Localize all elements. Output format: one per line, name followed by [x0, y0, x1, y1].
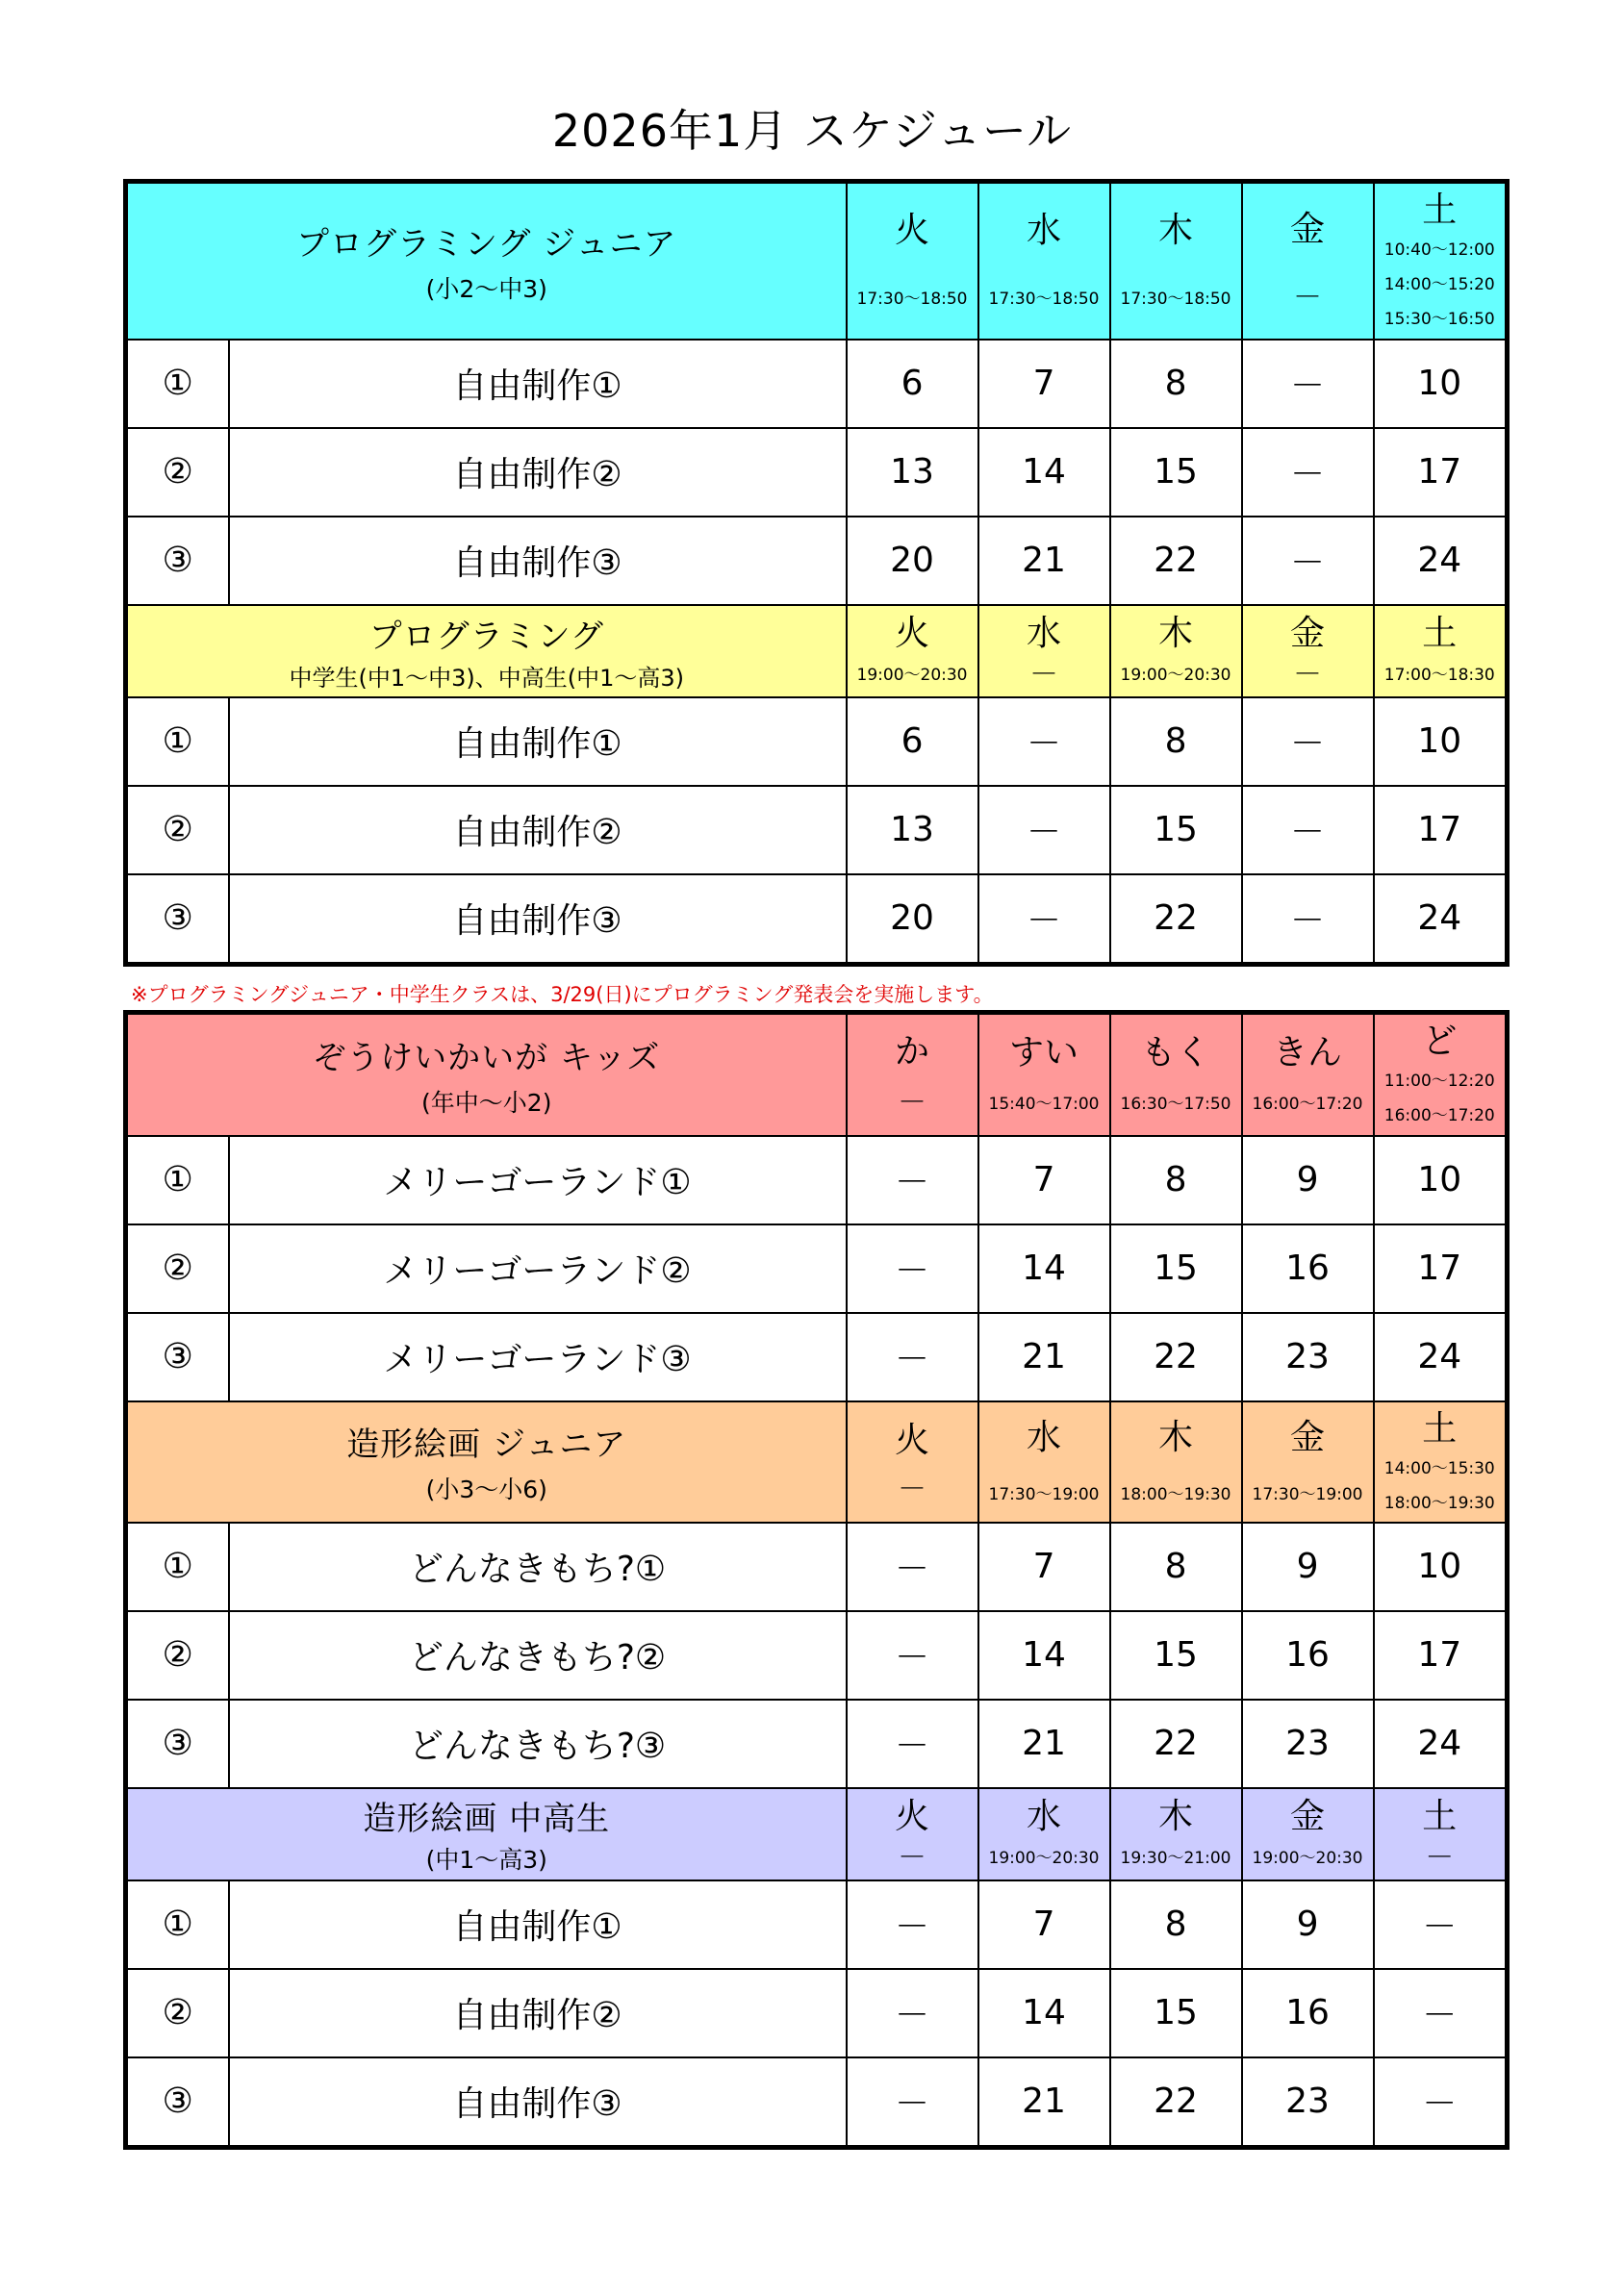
class-grade: (年中～小2): [421, 1088, 552, 1117]
lesson-date: 20: [847, 874, 978, 965]
lesson-date: －: [1374, 1880, 1508, 1969]
class-name: 造形絵画 中高生: [363, 1800, 611, 1838]
day-header: [847, 1788, 978, 1880]
day-label: 土: [1422, 1796, 1458, 1836]
day-header: [1374, 1788, 1508, 1880]
table-row: [126, 1313, 1508, 1401]
lesson-date: －: [847, 1136, 978, 1224]
lesson-date: 16: [1242, 1224, 1374, 1313]
lesson-date: 23: [1242, 1700, 1374, 1788]
lesson-number: ①: [126, 340, 229, 428]
lesson-date: －: [847, 1880, 978, 1969]
lesson-date: 22: [1110, 1313, 1242, 1401]
day-time: 19:00～20:30: [856, 665, 968, 685]
lesson-date: 24: [1374, 1313, 1508, 1401]
class-name: ぞうけいかいが キッズ: [313, 1038, 661, 1077]
lesson-date: －: [847, 1224, 978, 1313]
lesson-date: 14: [978, 428, 1110, 517]
lesson-date: 23: [1242, 2057, 1374, 2148]
lesson-date: 10: [1374, 340, 1508, 428]
lesson-topic: 自由制作②: [229, 786, 847, 874]
lesson-date: 21: [978, 1313, 1110, 1401]
day-header: [1242, 1013, 1374, 1136]
lesson-date: －: [1242, 697, 1374, 786]
lesson-number: ③: [126, 517, 229, 605]
lesson-topic: メリーゴーランド①: [229, 1136, 847, 1224]
day-label: 木: [1158, 1796, 1194, 1836]
day-time: －: [1029, 657, 1059, 692]
schedule-table-programming-junior: [123, 179, 1510, 967]
day-time: 10:40～12:00: [1383, 240, 1495, 261]
lesson-date: 10: [1374, 1136, 1508, 1224]
class-name-cell: [126, 1013, 847, 1136]
lesson-date: －: [1374, 1969, 1508, 2057]
day-header: [978, 1788, 1110, 1880]
lesson-date: －: [847, 1969, 978, 2057]
table-row: [126, 1700, 1508, 1788]
lesson-date: 14: [978, 1224, 1110, 1313]
schedule-table-art: [123, 1010, 1510, 2150]
day-header: [1242, 605, 1374, 697]
lesson-date: 8: [1110, 1136, 1242, 1224]
lesson-date: 22: [1110, 517, 1242, 605]
lesson-date: 8: [1110, 340, 1242, 428]
class-header: [126, 1013, 1508, 1136]
day-time: 18:00～19:30: [1120, 1484, 1231, 1504]
lesson-date: －: [1242, 428, 1374, 517]
notice-text: ※プログラミングジュニア・中学生クラスは、3/29(日)にプログラミング発表会を実施します。: [131, 983, 994, 1006]
lesson-date: 17: [1374, 428, 1508, 517]
day-time: －: [1293, 657, 1323, 692]
lesson-date: 22: [1110, 874, 1242, 965]
class-header: [126, 182, 1508, 340]
lesson-topic: 自由制作①: [229, 1880, 847, 1969]
lesson-date: 9: [1242, 1523, 1374, 1611]
lesson-number: ①: [126, 1880, 229, 1969]
day-time: 17:00～18:30: [1383, 665, 1495, 685]
day-label: もく: [1141, 1033, 1211, 1073]
day-time: 16:00～17:20: [1252, 1095, 1363, 1115]
day-time: －: [898, 1472, 927, 1506]
lesson-topic: どんなきもち?①: [229, 1523, 847, 1611]
day-label: か: [895, 1032, 930, 1072]
day-label: 水: [1027, 1796, 1062, 1836]
lesson-date: －: [978, 786, 1110, 874]
table-row: [126, 786, 1508, 874]
day-time: 14:00～15:30: [1383, 1458, 1495, 1478]
day-header: [1110, 182, 1242, 340]
day-time: 11:00～12:20: [1383, 1072, 1495, 1092]
lesson-date: 23: [1242, 1313, 1374, 1401]
lesson-date: 7: [978, 1880, 1110, 1969]
lesson-date: 17: [1374, 786, 1508, 874]
day-time: 19:00～20:30: [988, 1848, 1100, 1868]
day-label: 土: [1422, 613, 1458, 653]
class-grade: (小2～中3): [425, 274, 547, 303]
lesson-date: 15: [1110, 1224, 1242, 1313]
lesson-topic: メリーゴーランド②: [229, 1224, 847, 1313]
lesson-date: 24: [1374, 517, 1508, 605]
class-grade: (小3～小6): [425, 1476, 547, 1503]
day-time: 17:30～19:00: [988, 1484, 1100, 1504]
day-time: 17:30～19:00: [1252, 1484, 1363, 1504]
day-label: きん: [1273, 1033, 1343, 1073]
day-header: [978, 182, 1110, 340]
day-label: 水: [1027, 1417, 1062, 1457]
lesson-date: 16: [1242, 1969, 1374, 2057]
day-label: ど: [1422, 1022, 1458, 1062]
day-time: 19:00～20:30: [1252, 1848, 1363, 1868]
lesson-date: 21: [978, 517, 1110, 605]
day-time: 15:30～16:50: [1383, 310, 1495, 330]
day-label: 金: [1290, 1417, 1326, 1457]
day-header: [1374, 605, 1508, 697]
lesson-date: 7: [978, 340, 1110, 428]
class-name-cell: [126, 1788, 847, 1880]
lesson-date: 24: [1374, 1700, 1508, 1788]
lesson-date: 7: [978, 1523, 1110, 1611]
lesson-date: 10: [1374, 697, 1508, 786]
lesson-date: 15: [1110, 1611, 1242, 1700]
class-name: 造形絵画 ジュニア: [346, 1426, 627, 1464]
lesson-topic: 自由制作①: [229, 340, 847, 428]
lesson-date: 15: [1110, 786, 1242, 874]
day-time: 18:00～19:30: [1383, 1493, 1495, 1513]
day-time: 14:00～15:20: [1383, 275, 1495, 295]
lesson-date: 15: [1110, 428, 1242, 517]
lesson-date: 6: [847, 697, 978, 786]
class-header: [126, 1788, 1508, 1880]
lesson-topic: どんなきもち?②: [229, 1611, 847, 1700]
lesson-topic: どんなきもち?③: [229, 1700, 847, 1788]
lesson-number: ①: [126, 1523, 229, 1611]
class-name: プログラミング ジュニア: [296, 224, 677, 264]
day-header: [1374, 1401, 1508, 1523]
lesson-date: 21: [978, 1700, 1110, 1788]
day-label: 木: [1158, 613, 1194, 653]
table-row: [126, 697, 1508, 786]
day-label: 金: [1290, 1796, 1326, 1836]
lesson-number: ②: [126, 1224, 229, 1313]
lesson-date: 8: [1110, 1523, 1242, 1611]
class-name-cell: [126, 182, 847, 340]
table-row: [126, 2057, 1508, 2148]
day-header: [978, 1401, 1110, 1523]
day-time: 17:30～18:50: [1120, 290, 1231, 310]
lesson-date: 13: [847, 428, 978, 517]
lesson-number: ③: [126, 1313, 229, 1401]
class-header: [126, 1401, 1508, 1523]
day-time: 19:30～21:00: [1120, 1848, 1231, 1868]
lesson-date: 16: [1242, 1611, 1374, 1700]
table-row: [126, 1523, 1508, 1611]
table-row: [126, 1969, 1508, 2057]
lesson-date: 8: [1110, 697, 1242, 786]
lesson-topic: 自由制作①: [229, 697, 847, 786]
day-label: 金: [1290, 613, 1326, 653]
lesson-date: 8: [1110, 1880, 1242, 1969]
day-label: 水: [1027, 211, 1062, 251]
lesson-date: －: [1242, 874, 1374, 965]
class-header: [126, 605, 1508, 697]
day-header: [847, 1013, 978, 1136]
day-label: 木: [1158, 211, 1194, 251]
lesson-date: 22: [1110, 1700, 1242, 1788]
day-header: [1374, 1013, 1508, 1136]
lesson-date: －: [978, 874, 1110, 965]
day-label: 火: [895, 1420, 930, 1460]
lesson-date: 6: [847, 340, 978, 428]
lesson-date: 14: [978, 1611, 1110, 1700]
lesson-topic: 自由制作②: [229, 428, 847, 517]
lesson-date: －: [847, 1313, 978, 1401]
day-header: [1242, 182, 1374, 340]
day-header: [1242, 1401, 1374, 1523]
lesson-date: 21: [978, 2057, 1110, 2148]
day-header: [847, 182, 978, 340]
day-header: [978, 1013, 1110, 1136]
lesson-topic: 自由制作③: [229, 874, 847, 965]
day-label: 水: [1027, 613, 1062, 653]
lesson-date: 9: [1242, 1880, 1374, 1969]
day-label: 金: [1290, 210, 1326, 250]
day-label: 火: [895, 211, 930, 251]
lesson-date: －: [847, 1523, 978, 1611]
lesson-date: 7: [978, 1136, 1110, 1224]
day-header: [1110, 1013, 1242, 1136]
day-header: [847, 1401, 978, 1523]
table-row: [126, 1136, 1508, 1224]
lesson-topic: 自由制作③: [229, 2057, 847, 2148]
day-label: 木: [1158, 1417, 1194, 1457]
table-row: [126, 340, 1508, 428]
day-time: －: [1425, 1840, 1455, 1875]
lesson-date: －: [847, 1611, 978, 1700]
lesson-date: －: [847, 1700, 978, 1788]
lesson-number: ③: [126, 1700, 229, 1788]
lesson-topic: メリーゴーランド③: [229, 1313, 847, 1401]
day-header: [978, 605, 1110, 697]
day-label: すい: [1009, 1033, 1079, 1073]
day-time: 16:00～17:20: [1383, 1106, 1495, 1126]
class-name: プログラミング: [368, 617, 604, 656]
lesson-date: －: [1242, 786, 1374, 874]
lesson-date: 24: [1374, 874, 1508, 965]
day-label: 火: [895, 1796, 930, 1836]
day-time: 17:30～18:50: [988, 290, 1100, 310]
day-label: 土: [1422, 1408, 1458, 1449]
lesson-number: ②: [126, 1611, 229, 1700]
lesson-number: ③: [126, 874, 229, 965]
lesson-number: ②: [126, 786, 229, 874]
lesson-date: 17: [1374, 1611, 1508, 1700]
table-row: [126, 1224, 1508, 1313]
lesson-date: 15: [1110, 1969, 1242, 2057]
day-header: [1374, 182, 1508, 340]
lesson-date: －: [978, 697, 1110, 786]
lesson-date: 13: [847, 786, 978, 874]
class-grade: (中1～高3): [425, 1846, 547, 1874]
lesson-date: 10: [1374, 1523, 1508, 1611]
day-time: 16:30～17:50: [1120, 1095, 1231, 1115]
day-time: －: [1293, 281, 1323, 315]
day-time: 15:40～17:00: [988, 1095, 1100, 1115]
day-label: 火: [895, 613, 930, 653]
day-header: [1110, 1788, 1242, 1880]
lesson-number: ③: [126, 2057, 229, 2148]
lesson-topic: 自由制作②: [229, 1969, 847, 2057]
lesson-date: 14: [978, 1969, 1110, 2057]
lesson-date: 20: [847, 517, 978, 605]
class-grade: 中学生(中1～中3)、中高生(中1～高3): [289, 664, 685, 692]
lesson-date: 22: [1110, 2057, 1242, 2148]
day-label: 土: [1422, 190, 1458, 231]
lesson-date: －: [1242, 340, 1374, 428]
lesson-number: ②: [126, 1969, 229, 2057]
lesson-number: ①: [126, 697, 229, 786]
lesson-date: 9: [1242, 1136, 1374, 1224]
lesson-number: ②: [126, 428, 229, 517]
class-name-cell: [126, 605, 847, 697]
day-header: [1110, 605, 1242, 697]
lesson-date: －: [1374, 2057, 1508, 2148]
class-name-cell: [126, 1401, 847, 1523]
lesson-date: －: [1242, 517, 1374, 605]
table-row: [126, 1880, 1508, 1969]
day-time: 17:30～18:50: [856, 290, 968, 310]
day-time: 19:00～20:30: [1120, 665, 1231, 685]
table-row: [126, 874, 1508, 965]
lesson-date: 17: [1374, 1224, 1508, 1313]
day-header: [1110, 1401, 1242, 1523]
day-time: －: [898, 1086, 927, 1121]
day-header: [847, 605, 978, 697]
table-row: [126, 517, 1508, 605]
day-time: －: [898, 1840, 927, 1875]
table-row: [126, 428, 1508, 517]
lesson-number: ①: [126, 1136, 229, 1224]
page-title: 2026年1月 スケジュール: [551, 105, 1073, 157]
lesson-topic: 自由制作③: [229, 517, 847, 605]
table-row: [126, 1611, 1508, 1700]
lesson-date: －: [847, 2057, 978, 2148]
day-header: [1242, 1788, 1374, 1880]
